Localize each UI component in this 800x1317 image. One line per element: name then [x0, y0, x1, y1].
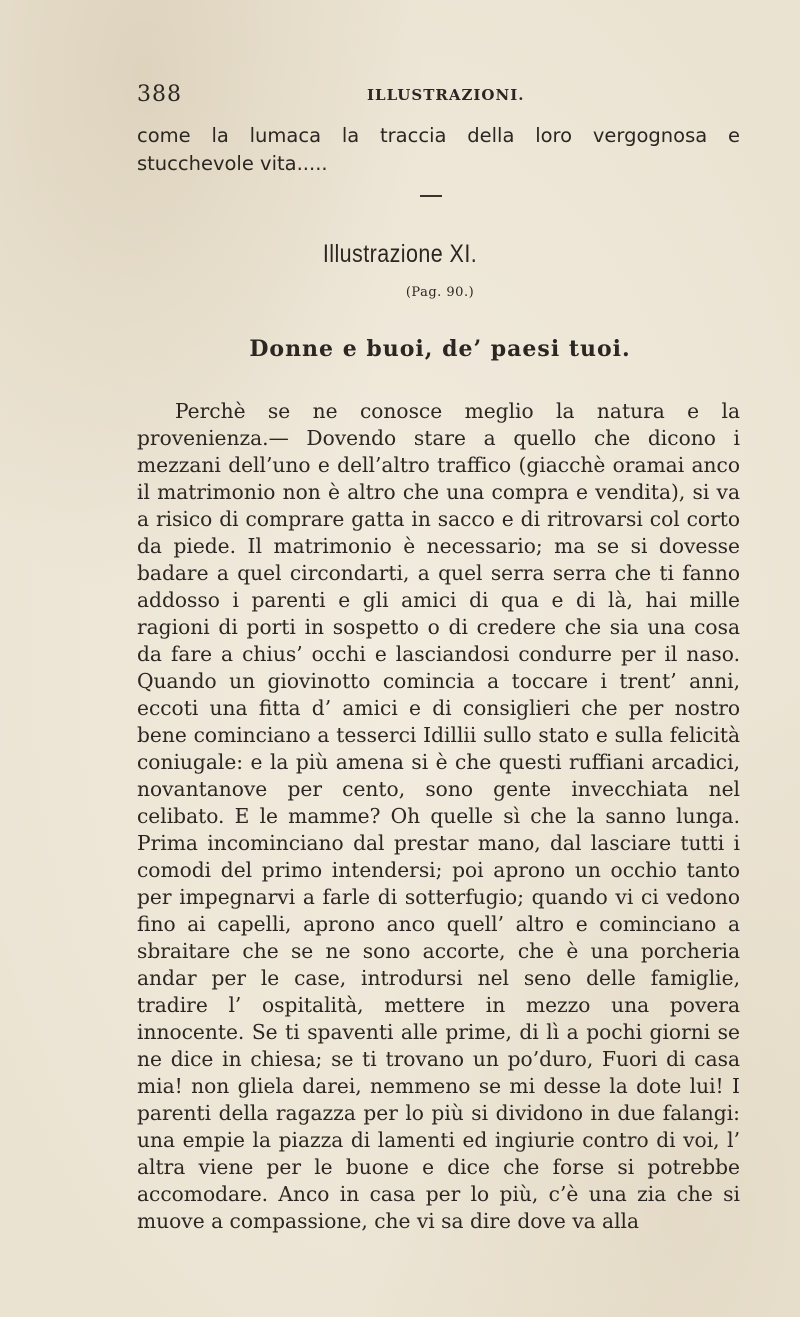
running-head: ILLUSTRAZIONI. — [367, 86, 525, 104]
section-title: Illustrazione XI. — [322, 240, 478, 268]
page-reference: (Pag. 90.) — [405, 285, 475, 300]
page-number: 388 — [137, 82, 182, 107]
continuation-paragraph: come la lumaca la traccia della loro vergognosa e stucchevole vita..... — [137, 124, 740, 175]
section-heading: Donne e buoi, de’ paesi tuoi. — [249, 336, 631, 362]
page-header — [137, 82, 737, 112]
body-text: Perchè se ne conosce meglio la natura e la provenienza.— Dovendo stare a quello che dicono i mezzani dell’uno e dell’altro traffico (giacchè oramai anco il matrimonio non è altro che una compra e vendita), si va a risico di comprare gatta in sacco e di ritrovarsi col corto da piede. Il matrimonio è necessario; ma se si dovesse badare a quel circondarti, a quel serra serra che ti fanno addosso i parenti e gli amici di qua e di là, hai mille ragioni di porti in sospetto o di credere che sia una cosa da fare a chius’ occhi e lasciandosi condurre per il naso. Quando un giovinotto comincia a toccare i trent’ anni, eccoti una fitta d’ amici e di consiglieri che per nostro bene cominciano a tesserci Idillii sullo stato e sulla felicità coniugale: e la più amena si è che questi ruffiani arcadici, novantanove per cento, sono gente invecchiata nel celibato. E le mamme? Oh quelle sì che la sanno lunga. Prima incominciano dal prestar mano, dal lasciare tutti i comodi del primo intendersi; poi aprono un occhio tanto per impegnarvi a farle di sotterfugio; quando vi ci vedono fino ai capelli, aprono anco quell’ altro e cominciano a sbraitare che se ne sono accorte, che è una porcheria andar per le case, introdursi nel seno delle famiglie, tradire l’ ospitalità, mettere in mezzo una povera innocente. Se ti spaventi alle prime, di lì a pochi giorni se ne dice in chiesa; se ti trovano un po’duro, Fuori di casa mia! non gliela darei, nemmeno se mi desse la dote lui! I parenti della ragazza per lo più si dividono in due falangi: una empie la piazza di lamenti ed ingiurie contro di voi, l’ altra viene per le buone e dice che forse si potrebbe accomodare. Anco in casa per lo più, c’è una zia che si muove a compassione, che vi sa dire dove va alla — [137, 399, 740, 1233]
section-separator — [420, 195, 442, 197]
body-paragraph — [137, 398, 740, 1235]
